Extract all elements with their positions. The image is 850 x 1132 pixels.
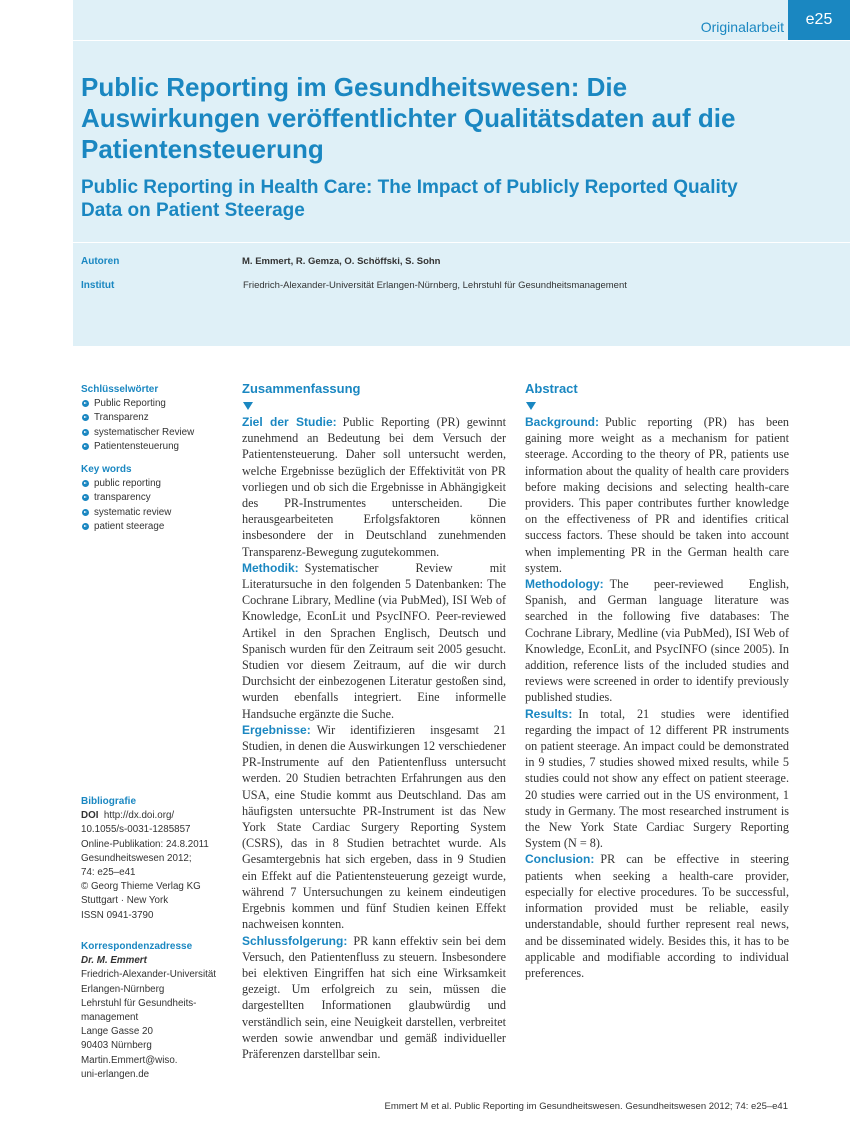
section-text: Public reporting (PR) has been gaining more weight as a mechanism for patient steerage. According to the theory of PR, patients use information about the quality of health care providers before making decisions and selecting health-care providers. This paper contributes further knowledge on the effectiveness of PR and identifies critical success factors. These should be taken into account when implementing PR in the German health care system. [525, 415, 789, 575]
abstract-section [242, 560, 506, 722]
biblio-line: © Georg Thieme Verlag KG [81, 881, 201, 893]
address-line: Friedrich-Alexander-Universität [81, 969, 217, 981]
header-divider [73, 242, 850, 243]
abstract-section [525, 576, 789, 706]
header-divider [73, 40, 850, 41]
section-text: Wir identifizieren insgesamt 21 Studien, in denen die Auswirkungen 12 verschiedener PR-Instrumente auf den Patientenfluss untersucht werden. 20 Studien betrachten Erfahrungen aus den USA, eine Studie kommt aus Deutschland. Das am häufigsten untersuchte PR-Instrument ist das New York State Cardiac Surgery Reporting System (CSRS), das in 8 Studien betrachtet wurde. Als Gesamtergebnis hat sich ergeben, dass in 9 Studien ein Effekt auf die Patientensteuerung gezeigt wurde, während 7 Untersuchungen zu keinem eindeutigen Ergebnis kommen und fünf Studien keinen Effekt nachweisen konnten. [242, 722, 506, 932]
section-label: Ergebnisse: [242, 722, 311, 737]
keyword-item: Patientensteuerung [81, 440, 231, 454]
abstract-section [525, 706, 789, 852]
keyword-item: systematic review [81, 506, 231, 520]
authors: M. Emmert, R. Gemza, O. Schöffski, S. Sohn [242, 256, 441, 267]
correspondence-box [81, 940, 231, 1082]
abstract-section [242, 933, 506, 1063]
zusammenfassung-heading: Zusammenfassung [242, 381, 361, 396]
page-number: e25 [788, 0, 850, 40]
section-text: In total, 21 studies were identified regarding the impact of 12 different PR instruments on patient steerage. An impact could be demonstrated in 9 studies, 7 studies showed mixed results, while 5 studies could not show any effect on patient steerage. 20 studies were carried out in the US environment, 1 study in Germany. The most researched instrument is the New York State Cardiac Surgery Reporting System (N = 8). [525, 706, 789, 851]
section-label: Methodik: [242, 560, 299, 575]
section-text: Public Reporting (PR) gewinnt zunehmend an Bedeutung bei dem Versuch der Patientensteuerung. Daher soll untersucht werden, welche Ergebnisse bezüglich der Effektivität von PR vorliegen und ob sich die Ergebnisse in Abhängigkeit des PR-Instrumentes unterscheiden. Die herausgearbeiteten Erfolgsfaktoren können insbesondere der in Deutschland zunehmenden Transparenz-Bewegung zugutekommen. [242, 415, 506, 559]
section-text: PR can be effective in steering patients when seeking a health-care provider, especially for elective procedures. To be successful, information provided must be reliable, easily understandable, should further represent real news, and be disseminated widely. Besides this, it has to be applicable and modifiable according to individual preferences. [525, 852, 789, 980]
address-line: Lange Gasse 20 [81, 1026, 153, 1038]
keyword-item: transparency [81, 491, 231, 505]
authors-label: Autoren [81, 256, 120, 267]
keyword-item: public reporting [81, 477, 231, 491]
institute-label: Institut [81, 280, 115, 291]
triangle-down-icon [526, 402, 536, 410]
page-footer: Emmert M et al. Public Reporting im Gesundheitswesen. Gesundheitswesen 2012; 74: e25–e41 [384, 1101, 788, 1112]
address-line: Lehrstuhl für Gesundheits- [81, 997, 197, 1009]
abstract-heading: Abstract [525, 381, 578, 396]
abstract-section [242, 722, 506, 933]
section-label: Background: [525, 415, 600, 429]
bibliography-box [81, 795, 231, 923]
keywords-box [81, 383, 231, 534]
abstract-section [525, 851, 789, 981]
email-line[interactable]: uni-erlangen.de [81, 1068, 150, 1080]
bibliography-title: Bibliografie [81, 796, 137, 807]
keyword-item: systematischer Review [81, 426, 231, 440]
section-label: Conclusion: [525, 852, 595, 867]
address-line: management [81, 1012, 139, 1024]
section-text: The peer-reviewed English, Spanish, and German language literature was searched in the following five databases: The Cochrane Library, Medline (via PubMed), ISI Web of Knowledge, EconLit, and PsycINFO (since 2005). In addition, reference lists of the included studies and reviews were screened in order to identify previously published studies. [525, 577, 789, 705]
biblio-line: Online-Publikation: 24.8.2011 [81, 838, 209, 850]
doi-label: DOI [81, 810, 99, 822]
keyword-item: Transparenz [81, 411, 231, 425]
article-header [73, 0, 850, 346]
section-label: Ziel der Studie: [242, 415, 337, 429]
abstract-section [525, 414, 789, 576]
section-text: PR kann effektiv sein bei dem Versuch, den Patientenfluss zu steuern. Insbesondere bei elektiven Eingriffen hat sich eine Wirksamkeit gezeigt. Um erfolgreich zu sein, müssen die dargestellten Informationen glaubwürdig und verständlich sein, eine Neuigkeit darstellen, verbreitet werden sowie anwendbar und gemäß individueller Präferenzen darstellbar sein. [242, 933, 506, 1061]
email-line[interactable]: Martin.Emmert@wiso. [81, 1054, 178, 1066]
biblio-line: 74: e25–e41 [81, 867, 136, 879]
section-label: Schlussfolgerung: [242, 933, 348, 948]
address-line: 90403 Nürnberg [81, 1040, 152, 1052]
triangle-down-icon [243, 402, 253, 410]
abstract-column [525, 381, 789, 981]
keyword-item: patient steerage [81, 520, 231, 534]
abstract-section [242, 414, 506, 560]
biblio-line: Stuttgart · New York [81, 895, 169, 907]
biblio-line: Gesundheitswesen 2012; [81, 852, 192, 864]
title-english: Public Reporting in Health Care: The Impact of Publicly Reported Quality Data on Patient Steerage [81, 177, 738, 221]
zusammenfassung-column [242, 381, 506, 1062]
keyword-item: Public Reporting [81, 397, 231, 411]
institute: Friedrich-Alexander-Universität Erlangen-Nürnberg, Lehrstuhl für Gesundheitsmanagement [243, 280, 627, 291]
doi-link[interactable]: http://dx.doi.org/ [103, 810, 175, 822]
section-label: Methodology: [525, 577, 604, 592]
keywords-en-title: Key words [81, 464, 132, 476]
biblio-line: 10.1055/s-0031-1285857 [81, 824, 191, 836]
section-text: Systematischer Review mit Literatursuche in den folgenden 5 Datenbanken: The Cochrane Library, Medline (via PubMed), ISI Web of Knowledge, EconLit und PsycINFO. Peer-reviewed Artikel in den Sprachen Englisch, Deutsch und Spanisch wurden für den Zeitraum seit 2005 gesucht. Studien vor diesem Zeitraum, auf die wir durch Durchsicht der einbezogenen Literatur gestoßen sind, wurden ebenfalls integriert. Eine informelle Handsuche ergänzte die Suche. [242, 560, 506, 721]
section-tag: Originalarbeit [700, 19, 784, 35]
section-label: Results: [525, 706, 573, 721]
correspondence-name: Dr. M. Emmert [81, 955, 147, 967]
title-german: Public Reporting im Gesundheitswesen: Die Auswirkungen veröffentlichter Qualitätsdaten auf die Patientensteuerung [81, 72, 736, 164]
keywords-de-title: Schlüsselwörter [81, 384, 159, 395]
correspondence-title: Korrespondenzadresse [81, 941, 193, 952]
address-line: Erlangen-Nürnberg [81, 983, 165, 995]
biblio-line: ISSN 0941-3790 [81, 909, 154, 921]
